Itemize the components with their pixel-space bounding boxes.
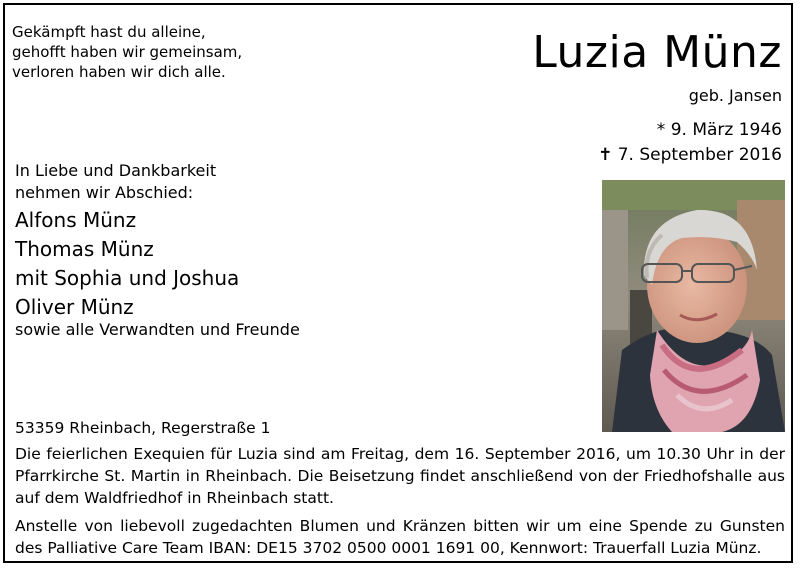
mourner-name: mit Sophia und Joshua bbox=[15, 266, 240, 290]
birth-name: geb. Jansen bbox=[688, 86, 782, 105]
portrait-photo bbox=[602, 180, 785, 432]
relatives-line: sowie alle Verwandten und Freunde bbox=[15, 320, 300, 339]
motto-poem bbox=[12, 22, 242, 82]
birth-date: 9. März 1946 bbox=[670, 120, 782, 140]
mourner-names bbox=[15, 206, 239, 322]
cross-icon: ✝ bbox=[598, 145, 613, 165]
address: 53359 Rheinbach, Regerstraße 1 bbox=[15, 419, 271, 437]
mourner-name: Alfons Münz bbox=[15, 208, 137, 232]
deceased-name: Luzia Münz bbox=[532, 27, 782, 78]
death-date-line bbox=[598, 143, 782, 168]
mourner-name: Oliver Münz bbox=[15, 295, 134, 319]
death-date: 7. September 2016 bbox=[617, 145, 782, 165]
life-dates bbox=[598, 118, 782, 168]
donation-info-text: Anstelle von liebevoll zugedachten Blumen und Kränzen bitten wir um eine Spende zu Gunsten des Palliative Care Team IBAN: DE15 3702 0500 0001 1691 00, Kennwort: Trauerfall Luzia Münz. bbox=[15, 517, 785, 557]
service-info-text: Die feierlichen Exequien für Luzia sind am Freitag, dem 16. September 2016, um 10.30 Uhr in der Pfarrkirche St. Martin in Rheinbach. Die Beisetzung findet anschließend von der Friedhofshalle aus auf dem Waldfriedhof in Rheinbach statt. bbox=[15, 445, 785, 507]
motto-line: gehofft haben wir gemeinsam, bbox=[12, 43, 243, 61]
mourner-name: Thomas Münz bbox=[15, 237, 154, 261]
mourning-intro-line: nehmen wir Abschied: bbox=[15, 183, 194, 202]
motto-line: Gekämpft hast du alleine, bbox=[12, 23, 206, 41]
star-icon: * bbox=[656, 120, 666, 140]
mourning-intro-line: In Liebe und Dankbarkeit bbox=[15, 161, 217, 180]
mourning-intro bbox=[15, 160, 216, 204]
birth-date-line bbox=[598, 118, 782, 143]
motto-line: verloren haben wir dich alle. bbox=[12, 63, 226, 81]
